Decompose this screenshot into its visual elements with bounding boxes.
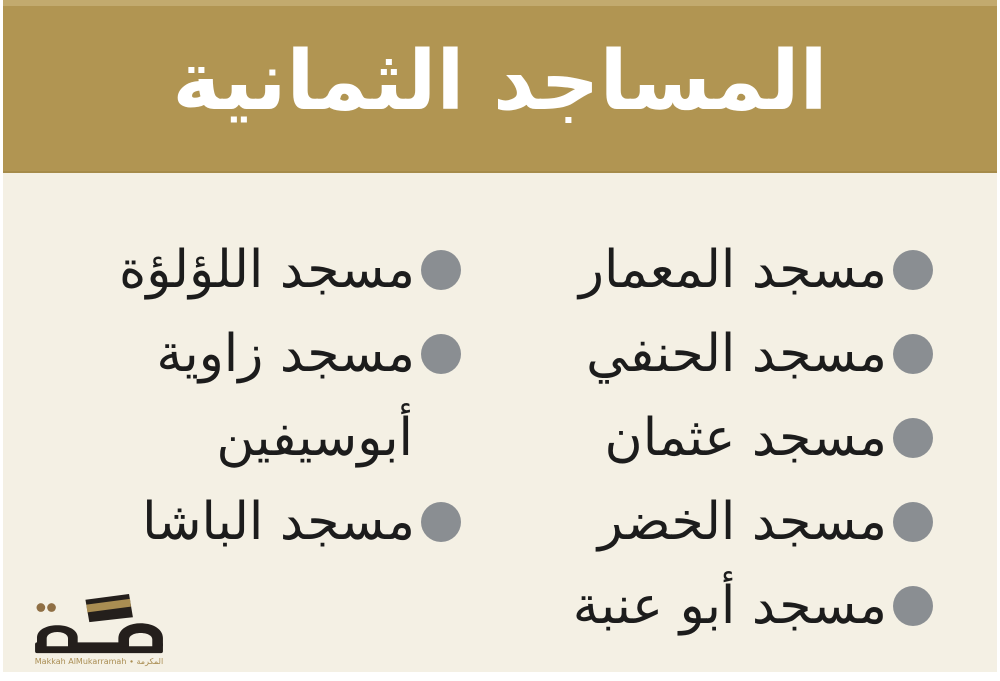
makkah-logo-icon: [31, 593, 167, 655]
mosque-list-item: [491, 564, 933, 648]
mosque-name: مسجد زاوية: [156, 324, 415, 385]
logo-dot-icon: [37, 603, 46, 612]
mosque-list-item: [33, 228, 461, 312]
bullet-icon: [893, 334, 933, 374]
makkah-newspaper-logo: [31, 593, 167, 666]
header-banner: [3, 0, 997, 173]
mosque-name: أبوسيفين: [216, 408, 413, 469]
bullet-icon: [421, 502, 461, 542]
mosque-list-item: [491, 396, 933, 480]
mosque-list-item-continuation: [33, 396, 461, 480]
mosque-name: مسجد عثمان: [604, 408, 887, 469]
bullet-icon: [893, 250, 933, 290]
mosque-list-item: [491, 228, 933, 312]
page-title: المساجد الثمانية: [172, 33, 828, 129]
logo-tagline: Makkah AlMukarramah ∙ المكرمة: [34, 657, 164, 666]
mosque-name: مسجد الحنفي: [586, 324, 887, 385]
mosque-list-item: [491, 480, 933, 564]
bullet-icon: [893, 418, 933, 458]
bullet-icon: [421, 334, 461, 374]
mosque-name: مسجد الباشا: [142, 492, 415, 553]
mosque-name: مسجد اللؤلؤة: [119, 240, 415, 301]
bullet-icon: [893, 502, 933, 542]
mosque-name: مسجد المعمار: [578, 240, 887, 301]
mosque-list-item: [33, 312, 461, 396]
mosque-name: مسجد الخضر: [597, 492, 887, 553]
bullet-icon: [421, 250, 461, 290]
mosque-column-right: [491, 228, 933, 648]
mosque-list-item: [491, 312, 933, 396]
mosque-list-area: [3, 173, 997, 672]
mosque-list-item: [33, 480, 461, 564]
logo-dot-icon: [47, 603, 56, 612]
mosque-column-left: [33, 228, 491, 648]
bullet-icon: [893, 586, 933, 626]
mosque-name: مسجد أبو عنبة: [572, 576, 887, 637]
